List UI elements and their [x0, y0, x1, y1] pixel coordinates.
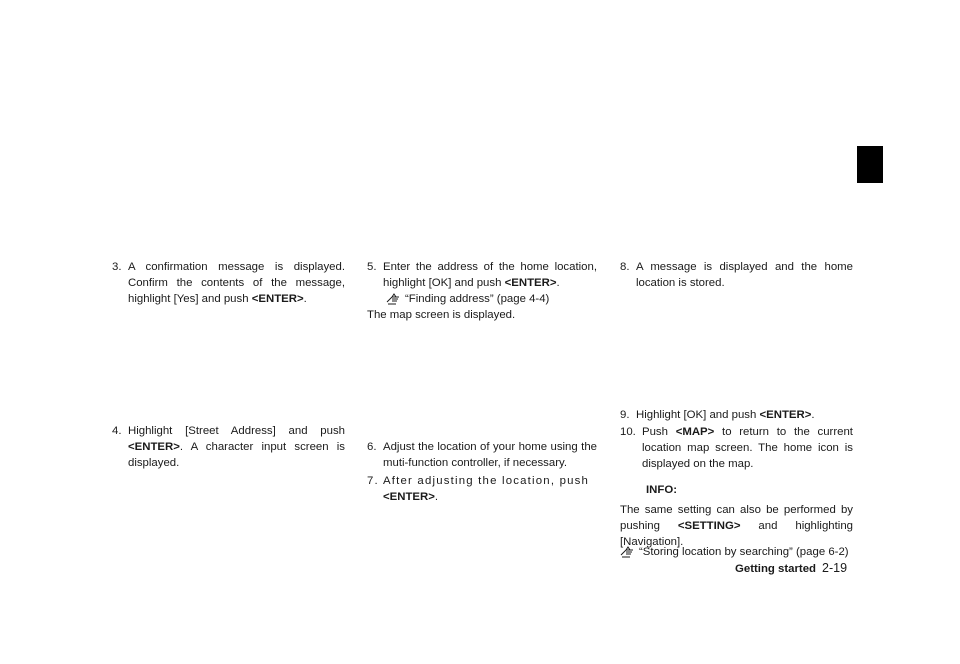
page-footer: [735, 560, 847, 577]
pointing-hand-icon: [620, 546, 639, 558]
enter-key-label: <ENTER>: [251, 293, 304, 305]
step-number: 6.: [367, 441, 377, 453]
step-number: 8.: [620, 261, 630, 273]
step-text-end: . A character input screen is displayed.: [128, 441, 345, 469]
info-heading: INFO:: [646, 484, 678, 496]
step-6: [367, 439, 597, 471]
step-10: [620, 424, 853, 472]
step-text: Highlight [OK] and push: [636, 409, 760, 421]
step-text: A message is displayed and the home location is stored.: [636, 261, 853, 289]
enter-key-label: <ENTER>: [504, 277, 557, 289]
step-5: [367, 259, 597, 291]
step-9: [620, 407, 853, 423]
reference-text: “Storing location by searching” (page 6-2): [639, 546, 849, 558]
reference-text: “Finding address” (page 4-4): [405, 293, 550, 305]
step-number: 4.: [112, 425, 122, 437]
info-text-end: and highlighting [Navigation].: [620, 520, 853, 548]
step-7: [367, 473, 597, 505]
step-text: Enter the address of the home location, highlight [OK] and push: [383, 261, 597, 289]
step-number: 10.: [620, 426, 636, 438]
step-number: 3.: [112, 261, 122, 273]
step-text-end: to return to the current location map screen. The home icon is displayed on the map.: [642, 426, 853, 470]
step-text: Adjust the location of your home using the muti-function controller, if necessary.: [383, 441, 597, 469]
step-number: 9.: [620, 409, 630, 421]
setting-key-label: <SETTING>: [677, 520, 741, 532]
step-text-end: .: [303, 293, 307, 305]
step-3: [112, 259, 345, 307]
enter-key-label: <ENTER>: [128, 441, 180, 453]
step-text: Push: [642, 426, 676, 438]
cross-reference: [620, 544, 849, 560]
step-text-end: .: [811, 409, 815, 421]
enter-key-label: <ENTER>: [759, 409, 812, 421]
step-5-note: The map screen is displayed.: [367, 309, 516, 321]
section-name: Getting started: [735, 563, 817, 575]
step-text: Highlight [Street Address] and push: [128, 425, 345, 437]
pointing-hand-icon: [386, 293, 405, 305]
step-8: [620, 259, 853, 291]
step-4: [112, 423, 345, 471]
map-key-label: <MAP>: [675, 426, 715, 438]
step-text-end: .: [556, 277, 560, 289]
step-number: 5.: [367, 261, 377, 273]
enter-key-label: <ENTER>: [383, 491, 435, 503]
step-text-end: .: [434, 491, 440, 503]
info-text-start: The same setting can also be performed by pushing: [620, 504, 853, 532]
step-text: After adjusting the location, push: [383, 475, 590, 487]
cross-reference: [386, 291, 549, 307]
step-text: A confirmation message is displayed. Confirm the contents of the message, highlight [Yes] and push: [128, 261, 345, 305]
page-number: 2-19: [822, 561, 848, 575]
info-text: [620, 502, 853, 550]
section-tab: [857, 146, 883, 183]
step-number: 7.: [367, 475, 379, 487]
